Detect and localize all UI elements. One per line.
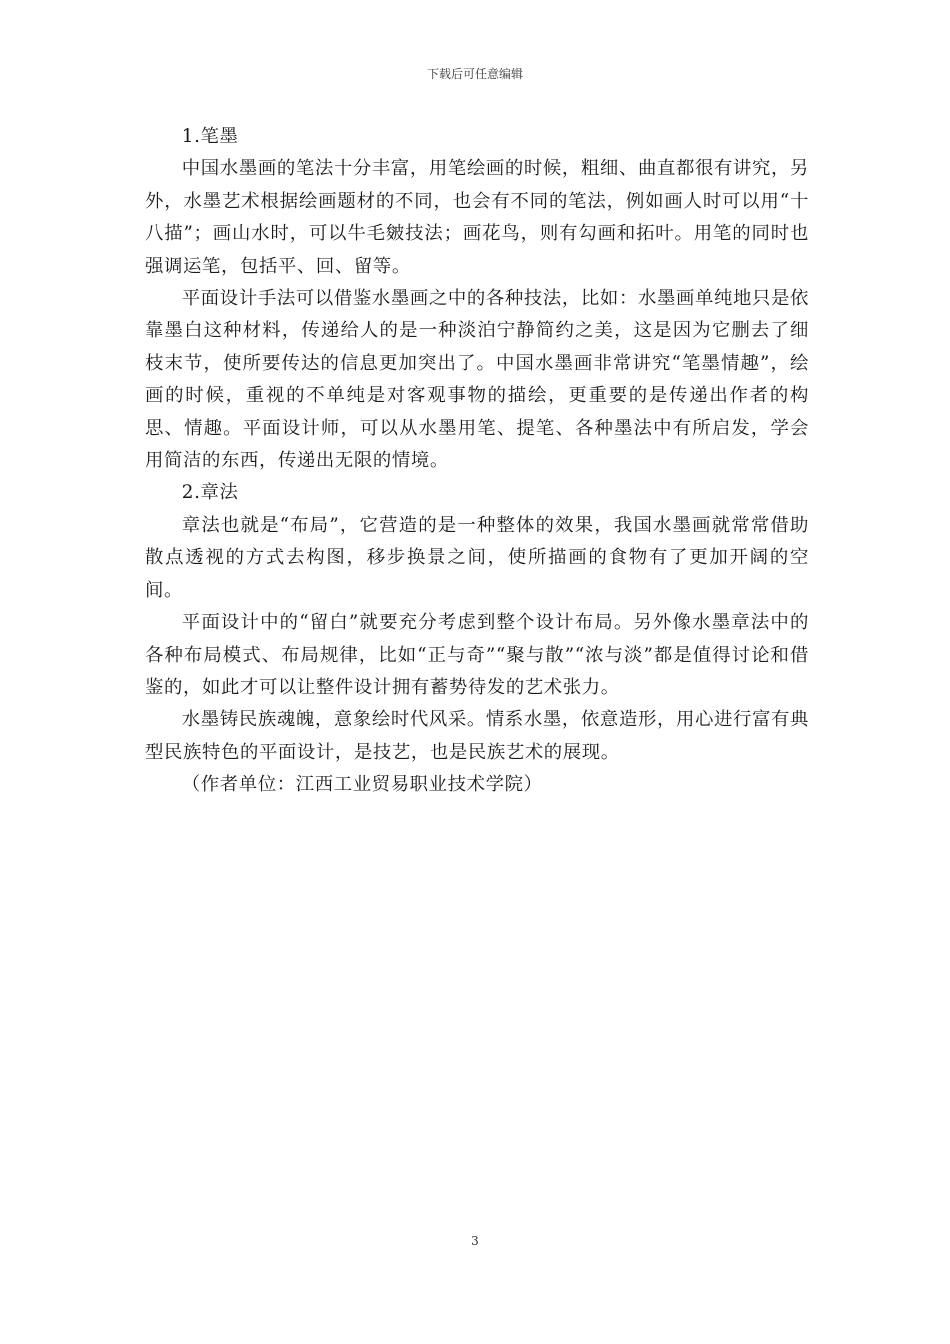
paragraph: 平面设计手法可以借鉴水墨画之中的各种技法，比如：水墨画单纯地只是依靠墨白这种材料，传递给人的是一种淡泊宁静简约之美，这是因为它删去了细枝末节，使所要传达的信息更加突出了。中国水墨画非常讲究“笔墨情趣”，绘画的时候，重视的不单纯是对客观事物的描绘，更重要的是传递出作者的构思、情趣。平面设计师，可以从水墨用笔、提笔、各种墨法中有所启发，学会用简洁的东西，传递出无限的情境。 [145,288,809,472]
page-header: 下载后可任意编辑 [426,67,523,81]
section-heading-composition: 2.章法 [181,482,239,504]
paragraph: 平面设计中的“留白”就要充分考虑到整个设计布局。另外像水墨章法中的各种布局模式、布局规律，比如“正与奇”“聚与散”“浓与淡”都是值得讨论和借鉴的，如此才可以让整件设计拥有蓄势待发的艺术张力。 [145,612,809,698]
paragraph: 章法也就是“布局”，它营造的是一种整体的效果，我国水墨画就常常借助散点透视的方式去构图，移步换景之间，使所描画的食物有了更加开阔的空间。 [145,514,809,601]
page-number: 3 [471,1234,479,1248]
section-heading-brush-ink: 1.笔墨 [181,126,239,147]
author-affiliation: （作者单位：江西工业贸易职业技术学院） [181,774,543,796]
paragraph: 水墨铸民族魂魄，意象绘时代风采。情系水墨，依意造形，用心进行富有典型民族特色的平面设计，是技艺，也是民族艺术的展现。 [145,709,809,763]
paragraph: 中国水墨画的笔法十分丰富，用笔绘画的时候，粗细、曲直都很有讲究，另外，水墨艺术根据绘画题材的不同，也会有不同的笔法，例如画人时可以用“十八描”；画山水时，可以牛毛皴技法；画花鸟，则有勾画和拓叶。用笔的同时也强调运笔，包括平、回、留等。 [145,158,809,277]
document-body [145,121,809,802]
